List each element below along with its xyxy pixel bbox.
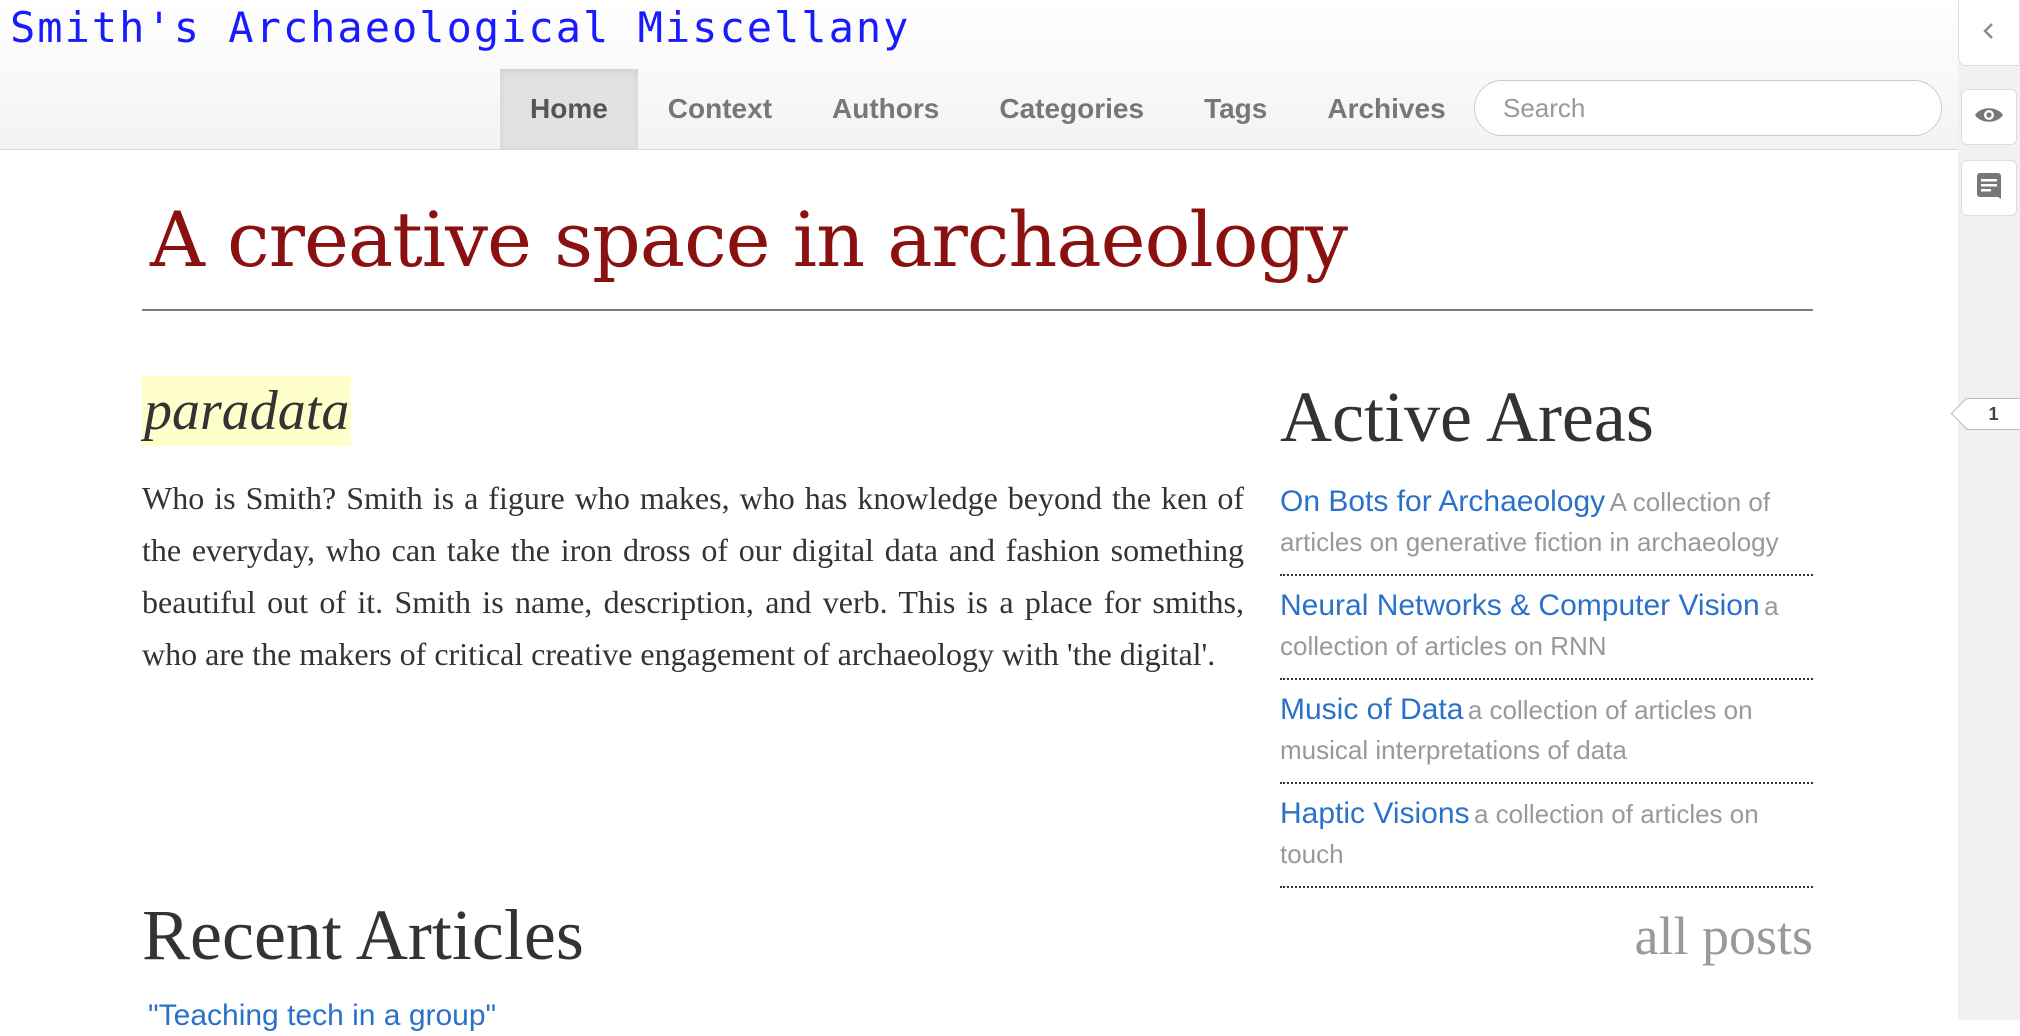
nav-authors[interactable]: Authors [832, 93, 940, 124]
list-item [1280, 476, 1813, 576]
area-description: a collection of articles on musical interpretations of data [1280, 695, 1753, 765]
area-link-music-of-data[interactable]: Music of Data [1280, 693, 1464, 726]
nav-categories[interactable]: Categories [999, 93, 1145, 124]
intro-paragraph: Who is Smith? Smith is a figure who makes, who has knowledge beyond the ken of the everyday, who can take the iron dross of our digital data and fashion something beautiful out of it. Smith is name, description, and verb. This is a place for smiths, who are the makers of critical creative engagement of archaeology with 'the digital'. [142, 480, 1244, 672]
nav-archives[interactable]: Archives [1327, 93, 1446, 124]
notes-icon [1975, 171, 2003, 206]
new-page-note-button[interactable] [1961, 160, 2017, 216]
nav-context[interactable]: Context [667, 93, 773, 124]
list-item [1280, 580, 1813, 680]
annotation-rail [1958, 0, 2020, 1020]
annotation-count-badge[interactable]: 1 [1966, 398, 2020, 430]
area-description: A collection of articles on generative fiction in archaeology [1280, 487, 1779, 557]
nav-tags[interactable]: Tags [1204, 93, 1268, 124]
all-posts-link[interactable]: all posts [1634, 906, 1813, 966]
area-description: a collection of articles on RNN [1280, 591, 1779, 661]
site-header [0, 0, 1958, 150]
area-link-neural-networks[interactable]: Neural Networks & Computer Vision [1280, 589, 1760, 622]
list-item [1280, 684, 1813, 784]
site-title-link[interactable]: Smith's Archaeological Miscellany [10, 3, 911, 52]
main-nav [500, 69, 1476, 149]
list-item [1280, 788, 1813, 888]
search-input[interactable] [1474, 80, 1942, 136]
chevron-left-icon [1981, 17, 1997, 48]
heading-divider [142, 309, 1813, 311]
recent-articles-heading: Recent Articles [142, 895, 584, 975]
show-highlights-button[interactable] [1961, 89, 2017, 145]
area-description: a collection of articles on touch [1280, 799, 1759, 869]
sidebar-toggle-button[interactable] [1958, 0, 2020, 66]
active-areas-list [1280, 476, 1813, 892]
page-heading: A creative space in archaeology [150, 195, 1348, 284]
highlighted-title: paradata [142, 376, 351, 446]
nav-home[interactable]: Home [500, 69, 638, 149]
eye-icon [1973, 104, 2005, 131]
active-areas-heading: Active Areas [1280, 377, 1654, 457]
area-link-bots[interactable]: On Bots for Archaeology [1280, 485, 1606, 518]
recent-article-link[interactable]: "Teaching tech in a group" [148, 999, 497, 1032]
area-link-haptic-visions[interactable]: Haptic Visions [1280, 797, 1470, 830]
